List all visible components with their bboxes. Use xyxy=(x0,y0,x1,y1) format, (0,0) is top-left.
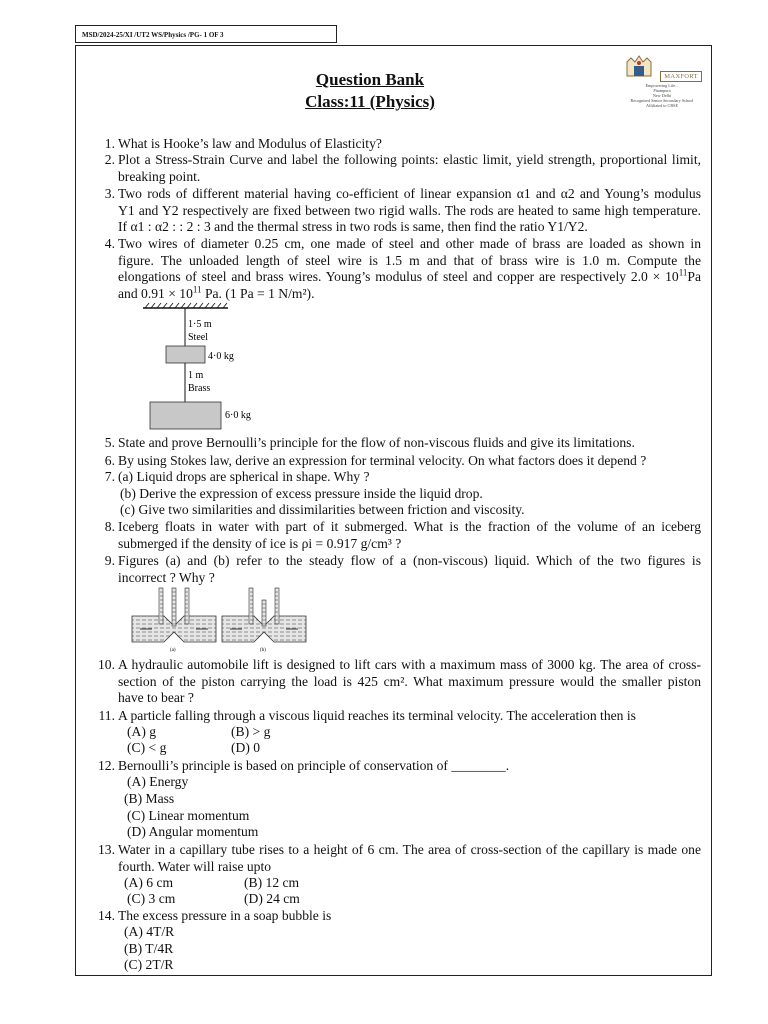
question-text: A particle falling through a viscous liquid reaches its terminal velocity. The acceleration then is xyxy=(118,708,636,723)
document-code-header xyxy=(75,25,337,43)
option-b: (B) 12 cm xyxy=(244,875,300,890)
option-d: (D) Angular momentum xyxy=(127,824,259,839)
option-c: (C) 2T/R xyxy=(124,957,174,972)
question-number: 12. xyxy=(98,758,115,773)
brass-label: Brass xyxy=(188,383,211,394)
question-text: State and prove Bernoulli’s principle for the flow of non-viscous fluids and give its limitations. xyxy=(118,435,635,450)
question-text: have to bear ? xyxy=(118,690,194,705)
question-text: Plot a Stress-Strain Curve and label the following points: elastic limit, yield strength, proportional limit, xyxy=(118,152,701,167)
option-b: (B) Mass xyxy=(124,791,175,806)
crest-icon xyxy=(622,54,656,78)
document-code: MSD/2024-25/XI /UT2 WS/Physics /PG- 1 OF 3 xyxy=(82,31,224,39)
question-text: Two wires of diameter 0.25 cm, one made of steel and other made of brass are loaded as shown in xyxy=(118,236,701,251)
question-part-b: (b) Derive the expression of excess pressure inside the liquid drop. xyxy=(120,485,483,501)
option-c: (C) 3 cm xyxy=(127,891,176,906)
page-subtitle: Class:11 (Physics) xyxy=(305,92,435,111)
question-number: 7. xyxy=(104,469,115,484)
mass1-label: 4·0 kg xyxy=(208,351,234,362)
question-number: 9. xyxy=(104,553,115,568)
question-text: incorrect ? Why ? xyxy=(118,569,215,585)
question-number: 2. xyxy=(104,152,115,167)
question-text: section of the piston carrying the load is 425 cm². What maximum pressure would the smaller piston xyxy=(118,673,701,689)
question-text: If α1 : α2 : : 2 : 3 and the thermal stress in two rods is same, then find the ratio Y1/Y2. xyxy=(118,219,588,234)
question-text: elongations of steel and brass wires. Young’s modulus of steel and copper are respectively $2.0 \times 10^{11}Pa$ xyxy=(118,267,701,284)
option-d: (D) 24 cm xyxy=(244,891,300,906)
mass-block-1 xyxy=(166,346,205,363)
flow-tube-b xyxy=(222,588,306,642)
question-number: 10. xyxy=(98,657,115,672)
question-text: Bernoulli’s principle is based on principle of conservation of ________. xyxy=(118,758,510,773)
school-logo xyxy=(620,54,704,126)
question-number: 4. xyxy=(104,236,115,251)
question-text: breaking point. xyxy=(118,168,201,184)
option-a: (A) g xyxy=(127,724,157,739)
question-number: 1. xyxy=(104,136,115,151)
figure-b-label: (b) xyxy=(260,648,266,652)
figure-a-label: (a) xyxy=(170,648,176,652)
question-number: 11. xyxy=(98,708,115,723)
question-number: 13. xyxy=(98,842,115,857)
question-number: 5. xyxy=(104,435,115,450)
option-c: (C) Linear momentum xyxy=(127,808,250,823)
logo-line: Recognised Senior Secondary School xyxy=(630,98,694,103)
option-b: (B) T/4R xyxy=(124,941,174,956)
steel-label: Steel xyxy=(188,332,208,343)
question-text: By using Stokes law, derive an expression for terminal velocity. On what factors does it depend ? xyxy=(118,453,647,468)
question-number: 6. xyxy=(104,453,115,468)
question-text: Iceberg floats in water with part of it submerged. What is the fraction of the volume of an iceberg xyxy=(118,519,701,534)
steel-length-label: 1·5 m xyxy=(188,319,212,330)
flow-tubes-figure xyxy=(130,586,310,652)
question-text: Water in a capillary tube rises to a height of 6 cm. The area of cross-section of the capillary is made one xyxy=(118,842,701,857)
mass2-label: 6·0 kg xyxy=(225,410,251,421)
question-text: The excess pressure in a soap bubble is xyxy=(118,908,332,923)
question-text: What is Hooke’s law and Modulus of Elasticity? xyxy=(118,136,382,151)
mass-block-2 xyxy=(150,402,221,429)
question-text: submerged if the density of ice is ρi = 0.917 g/cm³ ? xyxy=(118,535,402,551)
question-text: Two rods of different material having co-efficient of linear expansion α1 and α2 and Young’s modulus xyxy=(118,186,701,201)
question-text: A hydraulic automobile lift is designed to lift cars with a maximum mass of 3000 kg. The area of cross- xyxy=(118,657,701,672)
question-text: and $0.91 \times 10^{11}$ Pa. (1 Pa = 1 N/m²). xyxy=(118,283,315,301)
question-text: Y1 and Y2 respectively are fixed between two rigid walls. The rods are heated to same high temperature. xyxy=(118,202,701,218)
question-number: 3. xyxy=(104,186,115,201)
question-number: 8. xyxy=(104,519,115,534)
question-part-a: (a) Liquid drops are spherical in shape. Why ? xyxy=(118,469,370,484)
question-text: fourth. Water will raise upto xyxy=(118,858,272,874)
logo-tagline: Empowering Life... xyxy=(645,83,679,88)
option-a: (A) Energy xyxy=(127,774,189,789)
option-a: (A) 4T/R xyxy=(124,924,175,939)
question-text: Figures (a) and (b) refer to the steady flow of a (non-viscous) liquid. Which of the two figures is xyxy=(118,553,701,568)
question-part-c: (c) Give two similarities and dissimilarities between friction and viscosity. xyxy=(120,502,525,517)
logo-line: New Delhi xyxy=(652,93,672,98)
option-d: (D) 0 xyxy=(231,740,261,755)
brass-length-label: 1 m xyxy=(188,370,204,381)
logo-line: Pitampura xyxy=(653,88,671,93)
loaded-wires-figure xyxy=(123,300,263,432)
logo-brand: MAXFORT xyxy=(660,71,702,82)
logo-line: Affiliated to CBSE xyxy=(645,103,679,108)
page-title: Question Bank xyxy=(315,70,425,89)
option-a: (A) 6 cm xyxy=(124,875,174,890)
option-c: (C) < g xyxy=(127,740,167,755)
question-text: figure. The unloaded length of steel wire is 1.5 m and that of brass wire is 1.0 m. Compute the xyxy=(118,252,701,268)
question-number: 14. xyxy=(98,908,115,923)
flow-tube-a xyxy=(132,588,216,642)
option-b: (B) > g xyxy=(231,724,271,739)
